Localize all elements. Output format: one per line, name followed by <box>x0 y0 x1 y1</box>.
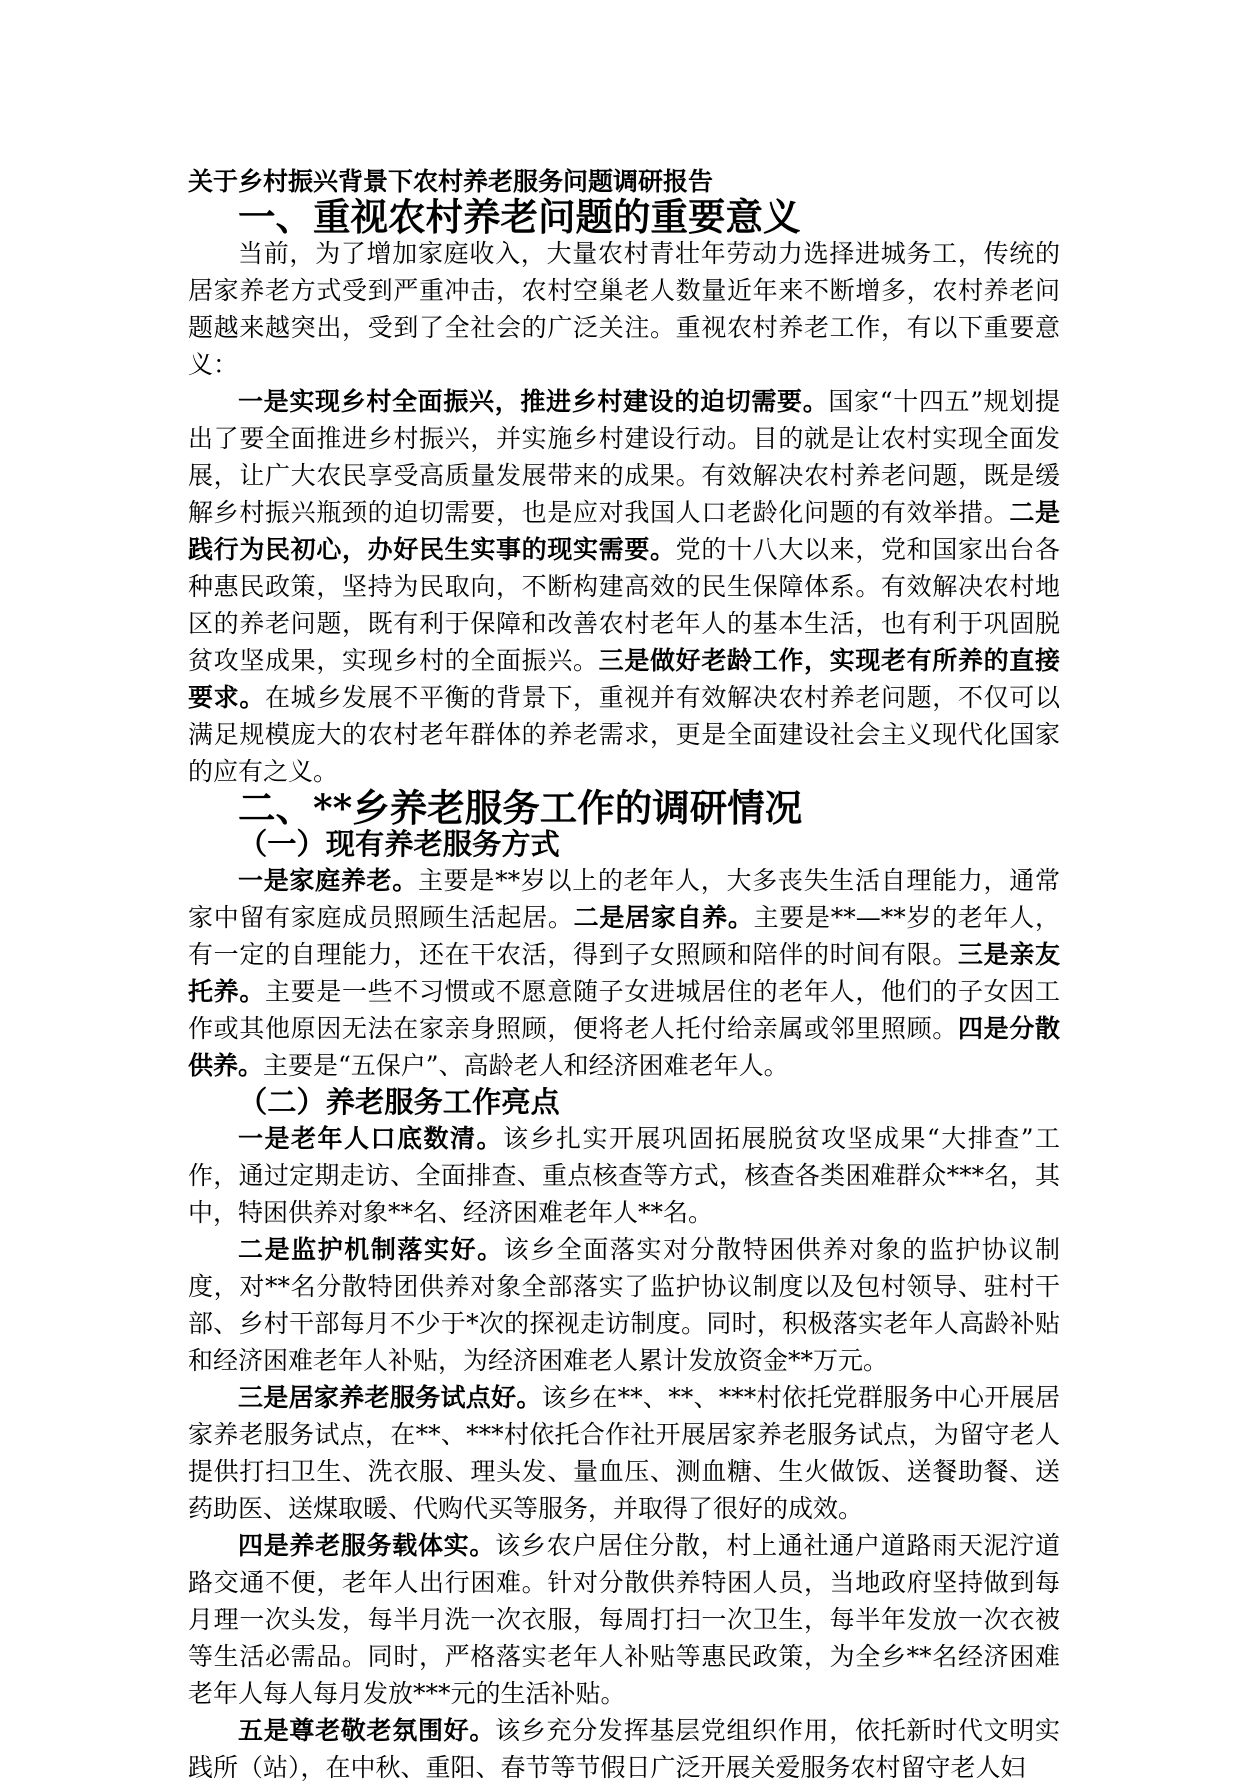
point-1-text: 国家“十四五”规划提出了要全面推进乡村振兴，并实施乡村建设行动。目的就是让农村实现全面发展，让广大农民享受高质量发展带来的成果。有效解决农村养老问题，既是缓解乡村振兴瓶颈的迫切需要，也是应对我国人口老龄化问题的有效举措。 <box>188 387 1060 527</box>
highlight-1-bold: 一是老年人口底数清。 <box>238 1124 503 1153</box>
service-modes-paragraph <box>188 862 1060 1084</box>
highlight-paragraph-4 <box>188 1527 1060 1712</box>
subsection-2-heading: （二）养老服务工作亮点 <box>238 1085 560 1119</box>
highlight-paragraph-3 <box>188 1379 1060 1527</box>
mode-2-text: 主要是**—**岁的老年人，有一定的自理能力，还在干农活，得到子女照顾和陪伴的时间有限。 <box>188 903 1060 969</box>
point-3-text: 在城乡发展不平衡的背景下，重视并有效解决农村养老问题，不仅可以满足规模庞大的农村老年群体的养老需求，更是全面建设社会主义现代化国家的应有之义。 <box>188 683 1060 786</box>
section-2-heading: 二、**乡养老服务工作的调研情况 <box>238 786 803 830</box>
point-2-bold: 二是践行为民初心，办好民生实事的现实需要。 <box>188 498 1060 564</box>
mode-3-bold: 三是亲友托养。 <box>188 940 1060 1006</box>
highlight-paragraph-1 <box>188 1120 1060 1231</box>
highlight-4-text: 该乡农户居住分散，村上通社通户道路雨天泥泞道路交通不便，老年人出行困难。针对分散供养特困人员，当地政府坚持做到每月理一次头发，每半月洗一次衣服，每周打扫一次卫生，每半年发放一次衣被等生活必需品。同时，严格落实老年人补贴等惠民政策，为全乡**名经济困难老年人每人每月发放***元的生活补贴。 <box>188 1531 1060 1708</box>
mode-2-bold: 二是居家自养。 <box>573 903 754 932</box>
highlight-5-text: 该乡充分发挥基层党组织作用，依托新时代文明实践所（站），在中秋、重阳、春节等节假日广泛开展关爱服务农村留守老人妇 <box>188 1716 1060 1782</box>
mode-1-bold: 一是家庭养老。 <box>238 866 418 895</box>
highlight-2-bold: 二是监护机制落实好。 <box>238 1235 504 1264</box>
point-3-bold: 三是做好老龄工作，实现老有所养的直接要求。 <box>188 646 1060 712</box>
subsection-1-heading: （一）现有养老服务方式 <box>238 827 560 861</box>
highlight-4-bold: 四是养老服务载体实。 <box>238 1531 496 1560</box>
highlight-paragraph-5 <box>188 1712 1060 1786</box>
point-2-text: 党的十八大以来，党和国家出台各种惠民政策，坚持为民取向，不断构建高效的民生保障体系。有效解决农村地区的养老问题，既有利于保障和改善农村老年人的基本生活，也有利于巩固脱贫攻坚成果，实现乡村的全面振兴。 <box>188 535 1060 675</box>
highlight-3-text: 该乡在**、**、***村依托党群服务中心开展居家养老服务试点，在**、***村依托合作社开展居家养老服务试点，为留守老人提供打扫卫生、洗衣服、理头发、量血压、测血糖、生火做饭、送餐助餐、送药助医、送煤取暖、代购代买等服务，并取得了很好的成效。 <box>188 1383 1060 1523</box>
highlight-paragraph-2 <box>188 1231 1060 1379</box>
highlight-5-bold: 五是尊老敬老氛围好。 <box>238 1716 496 1745</box>
highlight-3-bold: 三是居家养老服务试点好。 <box>238 1383 542 1412</box>
mode-3-text: 主要是一些不习惯或不愿意随子女进城居住的老年人，他们的子女因工作或其他原因无法在家亲身照顾，便将老人托付给亲属或邻里照顾。 <box>188 977 1060 1043</box>
point-1-bold: 一是实现乡村全面振兴，推进乡村建设的迫切需要。 <box>238 387 829 416</box>
highlight-1-text: 该乡扎实开展巩固拓展脱贫攻坚成果“大排查”工作，通过定期走访、全面排查、重点核查等方式，核查各类困难群众***名，其中，特困供养对象**名、经济困难老年人**名。 <box>188 1124 1060 1227</box>
section-1-significance-paragraph <box>188 383 1060 790</box>
section-1-heading: 一、重视农村养老问题的重要意义 <box>238 195 801 239</box>
report-title: 关于乡村振兴背景下农村养老服务问题调研报告 <box>188 167 714 196</box>
mode-4-text: 主要是“五保户”、高龄老人和经济困难老年人。 <box>263 1051 789 1080</box>
highlight-2-text: 该乡全面落实对分散特困供养对象的监护协议制度，对**名分散特团供养对象全部落实了监护协议制度以及包村领导、驻村干部、乡村干部每月不少于*次的探视走访制度。同时，积极落实老年人高龄补贴和经济困难老年人补贴，为经济困难老人累计发放资金**万元。 <box>188 1235 1060 1375</box>
section-1-intro: 当前，为了增加家庭收入，大量农村青壮年劳动力选择进城务工，传统的居家养老方式受到严重冲击，农村空巢老人数量近年来不断增多，农村养老问题越来越突出，受到了全社会的广泛关注。重视农村养老工作，有以下重要意义： <box>188 239 1060 379</box>
mode-4-bold: 四是分散供养。 <box>188 1014 1060 1080</box>
mode-1-text: 主要是**岁以上的老年人，大多丧失生活自理能力，通常家中留有家庭成员照顾生活起居。 <box>188 866 1060 932</box>
